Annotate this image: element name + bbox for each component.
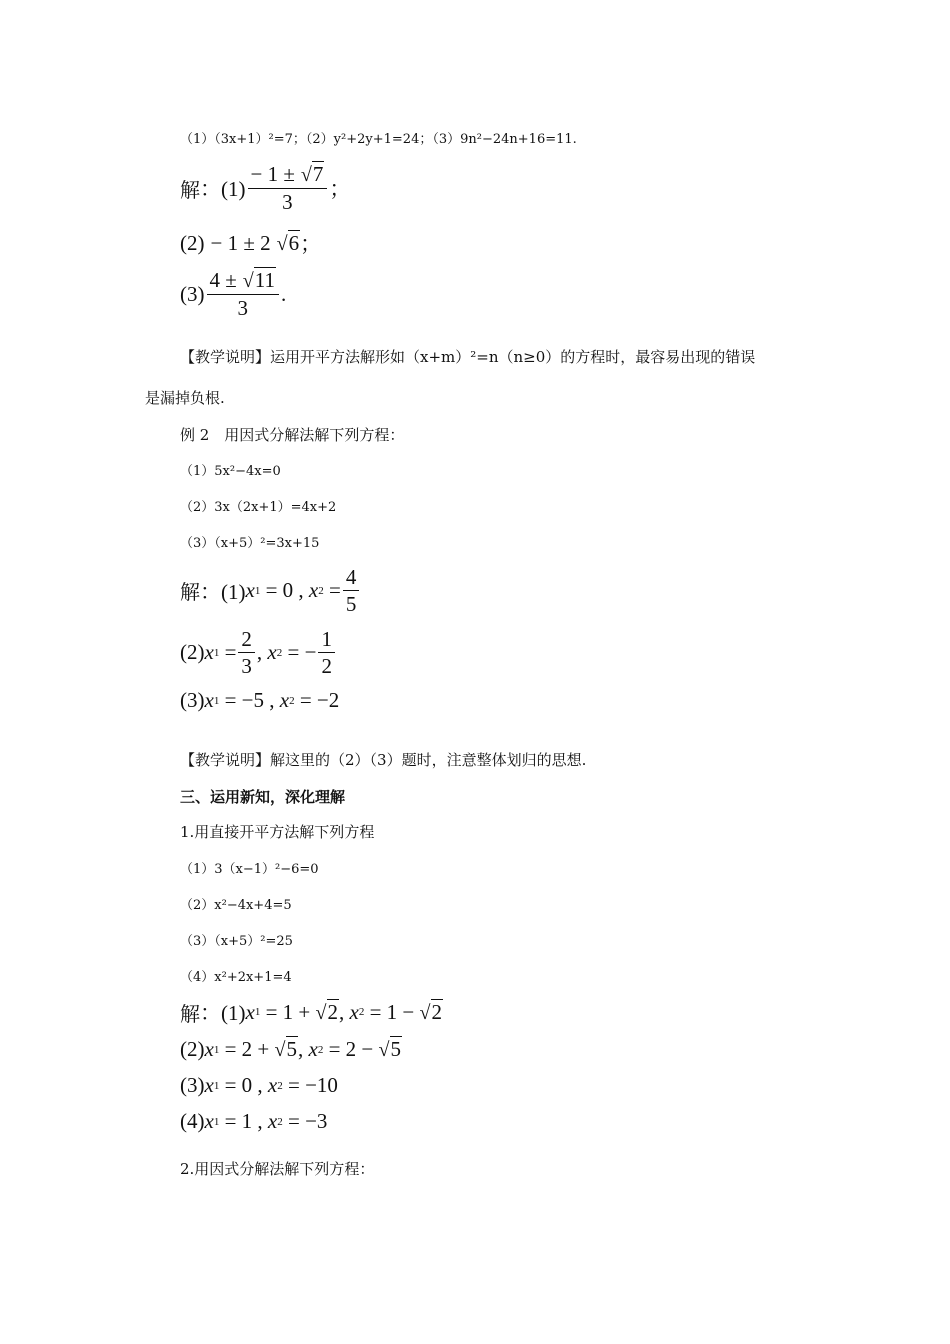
expression: = −5 (224, 688, 265, 712)
item-label: (4) (180, 1109, 205, 1133)
fraction (343, 565, 360, 616)
radicand: 6 (288, 230, 300, 255)
expression: − 1 ± 2 (210, 230, 271, 255)
fraction-numerator: 4 ± (209, 268, 237, 292)
solution-2-line-1: 解 ：(1) x 1 = 0 , x 2 = $\frac{4}{5}$ (180, 565, 361, 616)
problem-list-1: （1）（3x+1）²=7；（2）y²+2y+1=24；（3）9n²−24n+16=11. (180, 132, 577, 147)
expression: = (224, 640, 237, 665)
fraction-denominator: 5 (345, 592, 357, 617)
expression: = −3 (288, 1109, 328, 1133)
example-2-heading: 例 2 用因式分解法解下列方程： (180, 426, 405, 444)
radicand: 2 (431, 999, 442, 1024)
square-root: √11 (242, 268, 275, 292)
fraction-numerator: 4 (343, 565, 360, 591)
example-2-item-1: （1）5x²−4x=0 (180, 464, 281, 479)
square-root: √2 (315, 999, 338, 1024)
solution-3-line-4: (4) x 1 = 1 , x 2 = −3 (180, 1109, 328, 1133)
solution-lead: 解 (180, 580, 200, 605)
expression: = 2 + (224, 1037, 270, 1061)
teaching-note-1: 【教学说明】运用开平方法解形如（x+m）²=n（n≥0）的方程时，最容易出现的错误 (180, 348, 756, 366)
question-1-item-2: （2）x²−4x+4=5 (180, 898, 292, 913)
solution-1-line-3 (180, 268, 286, 320)
expression: = −2 (299, 688, 340, 712)
item-label: (2) (180, 230, 205, 255)
solution-2-line-3: (3) x 1 = −5 , x 2 = −2 (180, 688, 340, 712)
radicand: 5 (390, 1037, 401, 1061)
square-root: √6 (276, 230, 300, 255)
expression: = 0 (224, 1073, 253, 1097)
fraction-numerator: 2 (238, 627, 255, 653)
item-label: ：(1) (200, 177, 246, 202)
radicand: 11 (254, 268, 275, 292)
section-3-heading: 三、运用新知，深化理解 (180, 788, 346, 806)
radicand: 5 (286, 1037, 297, 1061)
item-label: (3) (180, 281, 205, 306)
fraction (318, 627, 335, 678)
question-1-item-3: （3）（x+5）²=25 (180, 934, 293, 949)
expression: = −10 (288, 1073, 338, 1097)
solution-3-line-1: 解 ：(1) x 1 = 1 + √2 , x 2 = 1 − √2 (180, 997, 443, 1027)
question-1: 1.用直接开平方法解下列方程 (180, 823, 375, 841)
question-1-item-1: （1）3（x−1）²−6=0 (180, 862, 319, 877)
fraction-numerator: 1 (318, 627, 335, 653)
radicand: 7 (312, 162, 324, 186)
expression: = 2 − (328, 1037, 374, 1061)
fraction-denominator: 3 (241, 654, 252, 679)
fraction (248, 162, 328, 214)
expression: = 0 (265, 578, 294, 603)
item-label: ：(1) (200, 579, 246, 604)
fraction (238, 627, 255, 678)
solution-lead: 解 (180, 177, 200, 202)
expression: = 1 + (265, 999, 311, 1024)
item-label: (2) (180, 640, 205, 665)
solution-lead: 解 (180, 1001, 200, 1026)
solution-1-line-2 (180, 228, 321, 258)
square-root: √7 (300, 162, 324, 186)
solution-3-line-2: (2) x 1 = 2 + √5 , x 2 = 2 − √5 (180, 1037, 401, 1061)
expression: = − (287, 640, 317, 665)
item-label: (3) (180, 1073, 205, 1097)
question-2: 2.用因式分解法解下列方程： (180, 1160, 375, 1178)
expression: = 1 (224, 1109, 253, 1133)
fraction-denominator: 2 (321, 654, 332, 679)
radicand: 2 (327, 999, 338, 1024)
fraction-denominator: 3 (237, 296, 248, 320)
solution-3-line-3: (3) x 1 = 0 , x 2 = −10 (180, 1073, 338, 1097)
fraction-denominator: 3 (282, 190, 293, 214)
teaching-note-1-cont: 是漏掉负根. (145, 389, 225, 407)
expression: = (329, 578, 341, 603)
solution-1-line-1 (180, 162, 350, 214)
teaching-note-2: 【教学说明】解这里的（2）（3）题时，注意整体划归的思想. (180, 751, 587, 769)
square-root: √5 (378, 1037, 401, 1061)
square-root: √5 (274, 1037, 297, 1061)
punctuation: ； (300, 232, 322, 256)
example-2-item-2: （2）3x（2x+1）=4x+2 (180, 500, 337, 515)
punctuation: ； (329, 177, 351, 202)
fraction-numerator: − 1 ± (250, 162, 295, 186)
fraction (207, 268, 280, 320)
square-root: √2 (419, 999, 442, 1024)
item-label: (2) (180, 1037, 205, 1061)
item-label: (3) (180, 688, 205, 712)
item-label: ：(1) (200, 1001, 246, 1025)
question-1-item-4: （4）x²+2x+1=4 (180, 970, 292, 985)
punctuation: . (281, 281, 287, 306)
example-2-item-3: （3）（x+5）²=3x+15 (180, 536, 320, 551)
solution-2-line-2: (2) x 1 = $\frac{2}{3}$ , x 2 = − $\frac{1}{2}$ (180, 627, 337, 678)
expression: = 1 − (369, 999, 415, 1024)
